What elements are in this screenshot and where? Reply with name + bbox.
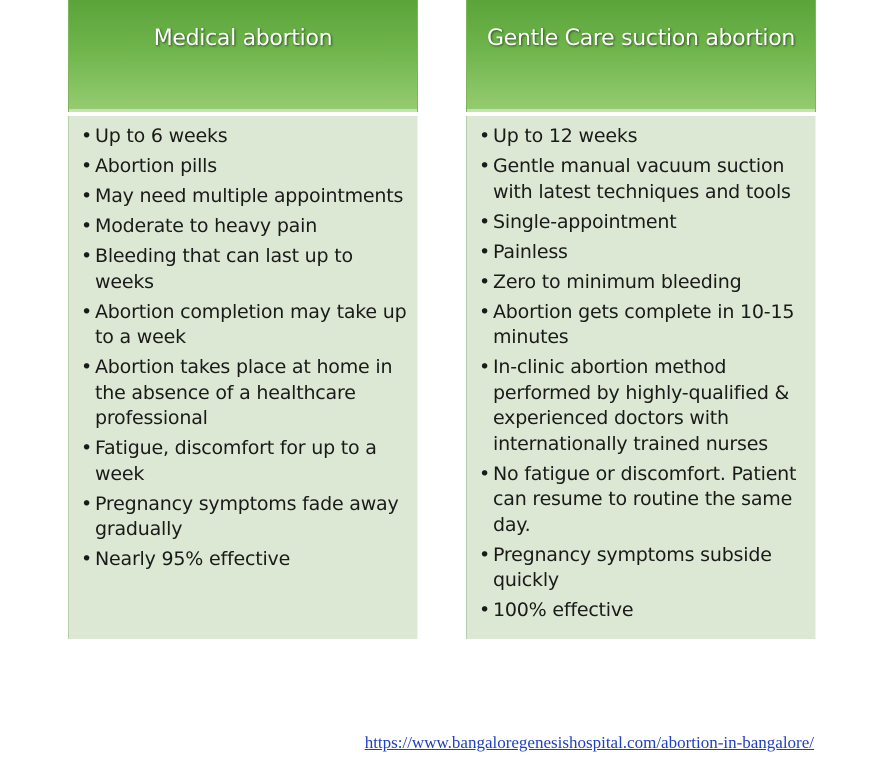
list-item: • Up to 12 weeks <box>479 124 805 150</box>
list-item: • Painless <box>479 240 805 266</box>
list-item: • In-clinic abortion method performed by highly-qualified & experienced doctors with internationally trained nurses <box>479 355 805 457</box>
suction-abortion-title: Gentle Care suction abortion <box>486 26 796 51</box>
medical-abortion-column <box>68 0 418 639</box>
suction-abortion-list <box>479 124 805 624</box>
list-item: • Fatigue, discomfort for up to a week <box>81 436 407 487</box>
suction-abortion-column <box>466 0 816 639</box>
list-item: • Zero to minimum bleeding <box>479 270 805 296</box>
list-item: • Single-appointment <box>479 210 805 236</box>
medical-abortion-header <box>68 0 418 112</box>
list-item: • Abortion pills <box>81 154 407 180</box>
list-item: • Up to 6 weeks <box>81 124 407 150</box>
list-item: • May need multiple appointments <box>81 184 407 210</box>
list-item: • Abortion gets complete in 10-15 minutes <box>479 300 805 351</box>
list-item: • Pregnancy symptoms subside quickly <box>479 543 805 594</box>
list-item: • Pregnancy symptoms fade away gradually <box>81 492 407 543</box>
medical-abortion-title: Medical abortion <box>153 26 333 51</box>
list-item: • Bleeding that can last up to weeks <box>81 244 407 295</box>
source-link[interactable]: https://www.bangaloregenesishospital.com/abortion-in-bangalore/ <box>364 733 814 752</box>
list-item: • Moderate to heavy pain <box>81 214 407 240</box>
suction-abortion-header <box>466 0 816 112</box>
medical-abortion-list-panel <box>68 116 418 639</box>
list-item: • Abortion takes place at home in the absence of a healthcare professional <box>81 355 407 432</box>
medical-abortion-list <box>81 124 407 573</box>
suction-abortion-list-panel <box>466 116 816 639</box>
list-item: • Nearly 95% effective <box>81 547 407 573</box>
list-item: • No fatigue or discomfort. Patient can resume to routine the same day. <box>479 462 805 539</box>
list-item: • Abortion completion may take up to a week <box>81 300 407 351</box>
list-item: • 100% effective <box>479 598 805 624</box>
list-item: • Gentle manual vacuum suction with latest techniques and tools <box>479 154 805 205</box>
